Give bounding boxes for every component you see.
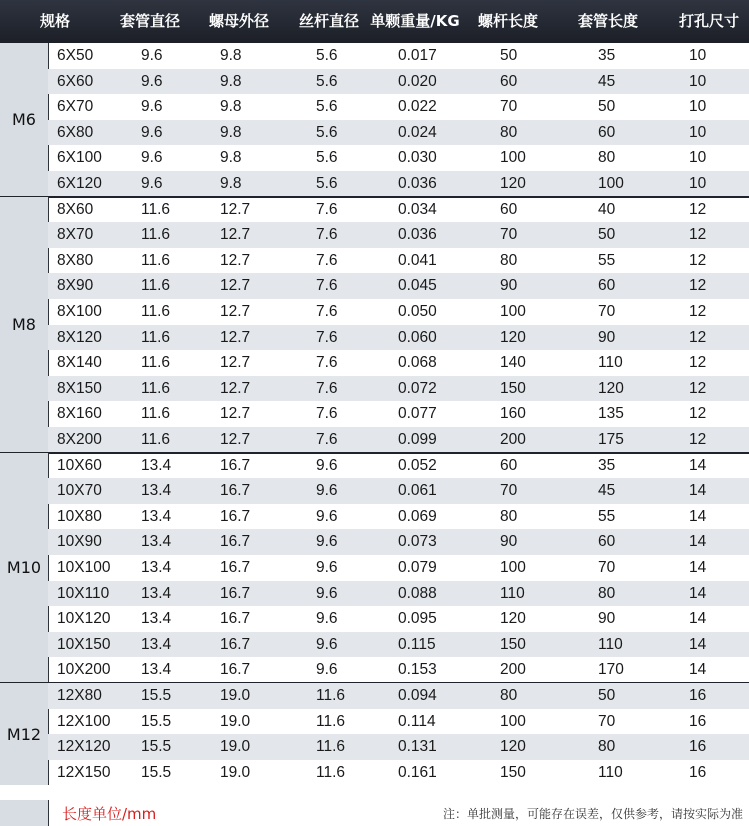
table-cell: 12.7 [220, 251, 251, 269]
table-cell: 9.6 [316, 533, 338, 551]
table-cell: 0.061 [398, 482, 437, 500]
table-cell: 120 [598, 379, 624, 397]
table-row [48, 683, 749, 709]
table-row [48, 478, 749, 504]
table-cell: 0.115 [398, 635, 436, 653]
table-cell: 12.7 [220, 328, 251, 346]
table-cell: 50 [598, 98, 616, 116]
table-row [48, 376, 749, 402]
table-cell: 11.6 [141, 328, 171, 346]
table-cell: 8X120 [57, 328, 102, 346]
table-cell: 5.6 [316, 47, 338, 64]
table-row [48, 43, 749, 69]
table-cell: 100 [500, 149, 526, 167]
table-row [48, 734, 749, 760]
table-cell: 10X80 [57, 507, 102, 525]
table-cell: 12 [689, 328, 707, 346]
table-cell: 6X80 [57, 123, 94, 141]
table-cell: 12.7 [220, 379, 251, 397]
table-cell: 80 [500, 123, 518, 141]
table-cell: 11.6 [141, 405, 171, 423]
table-cell: 9.6 [316, 558, 338, 576]
table-cell: 19.0 [220, 687, 251, 704]
table-cell: 0.095 [398, 610, 437, 628]
table-cell: 0.099 [398, 430, 437, 448]
table-cell: 16.7 [220, 661, 251, 679]
table-cell: 11.6 [141, 251, 171, 269]
table-cell: 70 [500, 226, 518, 244]
table-cell: 140 [500, 354, 526, 372]
table-cell: 10X110 [57, 584, 110, 602]
table-cell: 80 [500, 251, 518, 269]
table-cell: 80 [598, 738, 616, 756]
table-cell: 0.045 [398, 277, 437, 295]
table-cell: 80 [500, 507, 518, 525]
table-cell: 9.6 [316, 507, 338, 525]
table-cell: 12 [689, 430, 707, 448]
table-cell: 0.068 [398, 354, 437, 372]
unit-label: 长度单位/mm [62, 805, 157, 823]
table-cell: 0.034 [398, 200, 437, 218]
table-cell: 11.6 [316, 712, 346, 730]
table-cell: 16.7 [220, 507, 251, 525]
table-cell: 200 [500, 430, 526, 448]
table-cell: 60 [500, 72, 518, 90]
table-cell: 12 [689, 379, 707, 397]
table-cell: 9.6 [316, 610, 338, 628]
table-cell: 135 [598, 405, 624, 423]
size-group [0, 43, 749, 197]
table-cell: 10 [689, 72, 707, 90]
table-cell: 0.131 [398, 738, 437, 756]
table-row [48, 427, 749, 453]
table-cell: 12X80 [57, 687, 102, 704]
table-cell: 8X150 [57, 379, 102, 397]
table-cell: 10 [689, 98, 707, 116]
table-cell: 15.5 [141, 687, 172, 704]
table-cell: 120 [500, 738, 526, 756]
table-cell: 16.7 [220, 584, 251, 602]
table-cell: 8X70 [57, 226, 94, 244]
table-cell: 35 [598, 456, 616, 474]
table-cell: 9.6 [141, 98, 163, 116]
table-cell: 160 [500, 405, 526, 423]
table-cell: 10X60 [57, 456, 102, 474]
table-cell: 120 [500, 610, 526, 628]
table-cell: 11.6 [141, 277, 171, 295]
table-cell: 0.069 [398, 507, 437, 525]
table-cell: 55 [598, 251, 616, 269]
table-cell: 12.7 [220, 277, 251, 295]
table-cell: 0.060 [398, 328, 437, 346]
table-cell: 9.6 [316, 584, 338, 602]
table-cell: 0.079 [398, 558, 437, 576]
table-row [48, 145, 749, 171]
size-group [0, 453, 749, 683]
table-cell: 100 [598, 175, 624, 192]
table-cell: 70 [598, 712, 616, 730]
size-group [0, 197, 749, 453]
table-cell: 13.4 [141, 558, 172, 576]
table-row [48, 606, 749, 632]
table-cell: 16 [689, 763, 707, 781]
table-row [48, 581, 749, 607]
table-cell: 8X140 [57, 354, 102, 372]
table-cell: 16.7 [220, 482, 251, 500]
table-cell: 60 [598, 533, 616, 551]
table-cell: 16.7 [220, 610, 251, 628]
table-cell: 0.030 [398, 149, 437, 167]
table-cell: 15.5 [141, 712, 172, 730]
table-cell: 11.6 [141, 354, 171, 372]
table-cell: 12 [689, 226, 707, 244]
table-cell: 10 [689, 47, 707, 64]
table-cell: 12 [689, 405, 707, 423]
table-cell: 6X100 [57, 149, 102, 167]
table-cell: 15.5 [141, 738, 172, 756]
table-cell: 100 [500, 558, 526, 576]
table-cell: 5.6 [316, 123, 338, 141]
table-cell: 150 [500, 763, 526, 781]
table-cell: 7.6 [316, 226, 338, 244]
table-cell: 0.072 [398, 379, 437, 397]
table-cell: 110 [598, 635, 623, 653]
table-cell: 13.4 [141, 610, 172, 628]
table-cell: 13.4 [141, 533, 172, 551]
table-cell: 11.6 [141, 302, 171, 320]
table-cell: 12 [689, 251, 707, 269]
table-cell: 12X100 [57, 712, 111, 730]
header-cell: 单颗重量/KG [370, 12, 460, 30]
table-cell: 150 [500, 635, 526, 653]
table-row [48, 222, 749, 248]
header-cell: 规格 [39, 12, 71, 30]
table-cell: 35 [598, 47, 616, 64]
table-cell: 11.6 [316, 687, 346, 704]
table-cell: 110 [598, 354, 623, 372]
table-cell: 14 [689, 456, 707, 474]
table-cell: 9.6 [316, 635, 338, 653]
table-cell: 12 [689, 354, 707, 372]
table-cell: 45 [598, 482, 616, 500]
header-cell: 打孔尺寸 [678, 12, 740, 30]
table-cell: 0.153 [398, 661, 437, 679]
table-row [48, 504, 749, 530]
table-cell: 8X90 [57, 277, 94, 295]
table-cell: 13.4 [141, 482, 172, 500]
table-cell: 0.114 [398, 712, 436, 730]
table-cell: 60 [598, 277, 616, 295]
table-cell: 0.077 [398, 405, 437, 423]
table-cell: 6X70 [57, 98, 94, 116]
group-label: M12 [0, 683, 49, 785]
header-cell: 丝杆直径 [298, 12, 360, 30]
table-cell: 14 [689, 584, 707, 602]
table-cell: 9.8 [220, 149, 242, 167]
table-cell: 0.073 [398, 533, 437, 551]
table-cell: 19.0 [220, 712, 251, 730]
table-cell: 16.7 [220, 558, 251, 576]
table-cell: 9.6 [316, 482, 338, 500]
table-cell: 7.6 [316, 405, 338, 423]
table-row [48, 94, 749, 120]
group-label: M6 [0, 43, 49, 197]
table-cell: 7.6 [316, 251, 338, 269]
table-cell: 80 [500, 687, 518, 704]
table-cell: 45 [598, 72, 616, 90]
group-label: M8 [0, 197, 49, 453]
group-label: M10 [0, 453, 49, 683]
table-cell: 40 [598, 200, 616, 218]
table-cell: 16.7 [220, 533, 251, 551]
table-cell: 110 [598, 763, 623, 781]
table-cell: 150 [500, 379, 526, 397]
footer-note: 注：单批测量，可能存在误差，仅供参考，请按实际为准 [442, 807, 743, 821]
table-cell: 0.161 [398, 763, 437, 781]
table-cell: 0.024 [398, 123, 437, 141]
table-cell: 16 [689, 712, 707, 730]
table-row [48, 325, 749, 351]
table-cell: 50 [500, 47, 518, 64]
table-cell: 5.6 [316, 72, 338, 90]
table-cell: 11.6 [141, 379, 171, 397]
table-cell: 60 [500, 200, 518, 218]
table-cell: 60 [500, 456, 518, 474]
table-cell: 6X50 [57, 47, 94, 64]
table-cell: 14 [689, 610, 707, 628]
table-cell: 12X150 [57, 763, 111, 781]
table-cell: 13.4 [141, 635, 172, 653]
table-cell: 9.6 [141, 149, 163, 167]
table-cell: 10X150 [57, 635, 111, 653]
table-cell: 50 [598, 687, 616, 704]
table-cell: 13.4 [141, 584, 172, 602]
table-row [48, 299, 749, 325]
table-cell: 55 [598, 507, 616, 525]
table-cell: 9.6 [141, 72, 163, 90]
table-cell: 14 [689, 635, 707, 653]
table-cell: 19.0 [220, 763, 251, 781]
table-row [48, 709, 749, 735]
table-cell: 12.7 [220, 354, 251, 372]
table-cell: 15.5 [141, 763, 172, 781]
size-group [0, 683, 749, 785]
table-cell: 0.022 [398, 98, 437, 116]
table-cell: 6X60 [57, 72, 94, 90]
table-row [48, 350, 749, 376]
table-cell: 14 [689, 661, 707, 679]
table-cell: 12.7 [220, 200, 251, 218]
table-cell: 9.8 [220, 47, 242, 64]
table-cell: 9.6 [141, 47, 163, 64]
table-row [48, 555, 749, 581]
table-cell: 0.020 [398, 72, 437, 90]
table-cell: 90 [500, 277, 518, 295]
table-cell: 9.8 [220, 175, 242, 192]
table-cell: 6X120 [57, 175, 102, 192]
table-cell: 110 [500, 584, 525, 602]
table-cell: 13.4 [141, 456, 172, 474]
table-cell: 0.052 [398, 456, 437, 474]
table-cell: 7.6 [316, 328, 338, 346]
table-cell: 10X120 [57, 610, 111, 628]
table-row [48, 657, 749, 683]
table-header [0, 0, 749, 43]
table-cell: 12.7 [220, 430, 251, 448]
table-cell: 11.6 [141, 200, 171, 218]
table-cell: 11.6 [316, 763, 346, 781]
table-cell: 0.017 [398, 47, 437, 64]
table-cell: 9.6 [316, 661, 338, 679]
table-cell: 90 [598, 328, 616, 346]
table-cell: 60 [598, 123, 616, 141]
table-cell: 12.7 [220, 226, 251, 244]
table-cell: 80 [598, 584, 616, 602]
table-cell: 9.6 [316, 456, 338, 474]
table-cell: 11.6 [141, 226, 171, 244]
table-cell: 8X160 [57, 405, 102, 423]
table-cell: 0.041 [398, 251, 437, 269]
table-cell: 5.6 [316, 149, 338, 167]
table-cell: 10X100 [57, 558, 111, 576]
table-cell: 9.8 [220, 123, 242, 141]
table-cell: 11.6 [141, 430, 171, 448]
table-cell: 16 [689, 687, 707, 704]
table-row [48, 632, 749, 658]
table-cell: 80 [598, 149, 616, 167]
table-cell: 0.036 [398, 175, 437, 192]
table-cell: 16 [689, 738, 707, 756]
table-cell: 7.6 [316, 302, 338, 320]
table-cell: 7.6 [316, 277, 338, 295]
table-row [48, 529, 749, 555]
table-cell: 0.050 [398, 302, 437, 320]
header-cell: 螺杆长度 [477, 12, 539, 30]
table-cell: 120 [500, 328, 526, 346]
table-row [48, 760, 749, 786]
table-cell: 12 [689, 302, 707, 320]
table-cell: 0.088 [398, 584, 437, 602]
table-cell: 100 [500, 712, 526, 730]
table-row [48, 120, 749, 146]
table-cell: 14 [689, 482, 707, 500]
table-cell: 9.6 [141, 175, 163, 192]
table-cell: 100 [500, 302, 526, 320]
table-cell: 10 [689, 149, 707, 167]
table-cell: 50 [598, 226, 616, 244]
table-cell: 13.4 [141, 661, 172, 679]
table-cell: 200 [500, 661, 526, 679]
table-cell: 90 [598, 610, 616, 628]
table-cell: 9.6 [141, 123, 163, 141]
footer-spacer [0, 800, 49, 826]
table-cell: 90 [500, 533, 518, 551]
table-row [48, 248, 749, 274]
table-cell: 12 [689, 200, 707, 218]
table-cell: 70 [500, 98, 518, 116]
table-cell: 70 [598, 302, 616, 320]
table-cell: 0.094 [398, 687, 437, 704]
table-cell: 19.0 [220, 738, 251, 756]
table-cell: 70 [500, 482, 518, 500]
table-cell: 8X100 [57, 302, 102, 320]
table-cell: 11.6 [316, 738, 346, 756]
table-cell: 7.6 [316, 379, 338, 397]
table-cell: 14 [689, 533, 707, 551]
table-cell: 16.7 [220, 456, 251, 474]
table-row [48, 453, 749, 479]
table-cell: 7.6 [316, 430, 338, 448]
table-cell: 120 [500, 175, 526, 192]
header-cell: 螺母外径 [208, 12, 270, 30]
table-cell: 8X60 [57, 200, 94, 218]
table-cell: 10X70 [57, 482, 102, 500]
table-cell: 9.8 [220, 98, 242, 116]
table-cell: 70 [598, 558, 616, 576]
table-cell: 12.7 [220, 302, 251, 320]
table-cell: 12.7 [220, 405, 251, 423]
table-cell: 8X80 [57, 251, 94, 269]
table-row [48, 273, 749, 299]
table-cell: 5.6 [316, 98, 338, 116]
table-cell: 10 [689, 175, 707, 192]
table-cell: 12X120 [57, 738, 111, 756]
table-cell: 10X200 [57, 661, 111, 679]
table-cell: 7.6 [316, 354, 338, 372]
header-cell: 套管长度 [577, 12, 639, 30]
table-cell: 0.036 [398, 226, 437, 244]
table-cell: 170 [598, 661, 624, 679]
table-row [48, 197, 749, 223]
table-cell: 175 [598, 430, 624, 448]
table-cell: 13.4 [141, 507, 172, 525]
table-cell: 7.6 [316, 200, 338, 218]
table-cell: 8X200 [57, 430, 102, 448]
table-row [48, 171, 749, 197]
table-cell: 5.6 [316, 175, 338, 192]
table-cell: 10 [689, 123, 707, 141]
table-cell: 16.7 [220, 635, 251, 653]
table-cell: 12 [689, 277, 707, 295]
table-row [48, 69, 749, 95]
table-footer [0, 800, 749, 826]
table-row [48, 401, 749, 427]
table-cell: 9.8 [220, 72, 242, 90]
table-cell: 10X90 [57, 533, 102, 551]
table-cell: 14 [689, 558, 707, 576]
table-cell: 14 [689, 507, 707, 525]
header-cell: 套管直径 [119, 12, 181, 30]
